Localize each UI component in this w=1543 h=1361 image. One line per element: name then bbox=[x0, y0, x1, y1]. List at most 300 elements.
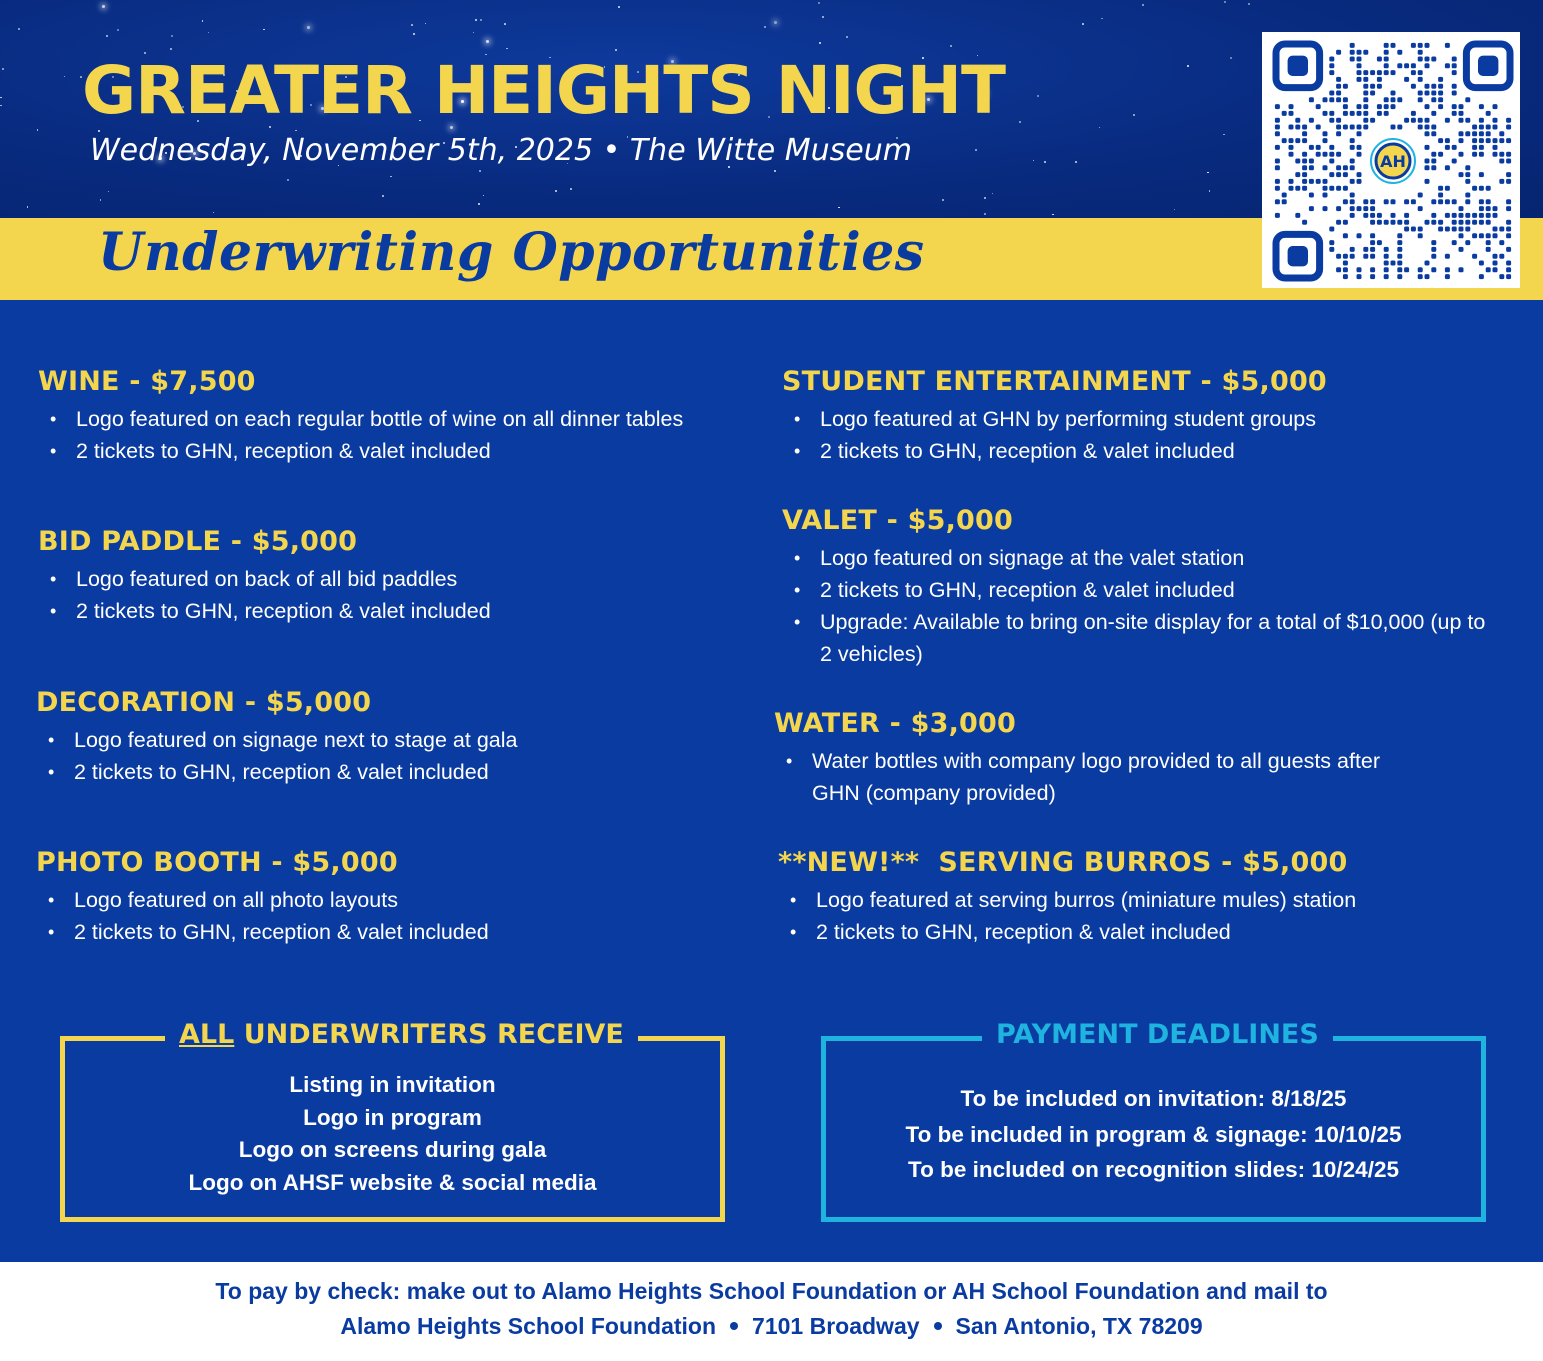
qr-module bbox=[1370, 70, 1375, 75]
star bbox=[1187, 65, 1189, 67]
qr-module bbox=[1493, 206, 1498, 211]
qr-module bbox=[1275, 131, 1280, 136]
list-item: • Logo featured on signage at the valet station bbox=[782, 542, 1502, 574]
qr-module bbox=[1445, 227, 1450, 232]
qr-module bbox=[1316, 125, 1321, 130]
qr-module bbox=[1350, 145, 1355, 150]
qr-module bbox=[1363, 247, 1368, 252]
qr-module bbox=[1452, 145, 1457, 150]
qr-module bbox=[1363, 91, 1368, 96]
qr-module bbox=[1357, 50, 1362, 55]
qr-module bbox=[1479, 206, 1484, 211]
qr-module bbox=[1425, 179, 1430, 184]
qr-module bbox=[1357, 57, 1362, 62]
star bbox=[208, 32, 210, 34]
list-item: • Logo featured at serving burros (miniature mules) station bbox=[778, 884, 1356, 916]
qr-module bbox=[1384, 111, 1389, 116]
qr-module bbox=[1486, 247, 1491, 252]
qr-module bbox=[1370, 254, 1375, 259]
banner-title: Underwriting Opportunities bbox=[98, 222, 925, 283]
qr-module bbox=[1309, 179, 1314, 184]
qr-module bbox=[1302, 125, 1307, 130]
qr-module bbox=[1343, 104, 1348, 109]
qr-module bbox=[1493, 145, 1498, 150]
qr-module bbox=[1506, 247, 1511, 252]
section-valet bbox=[782, 505, 1502, 670]
star bbox=[1224, 1, 1226, 3]
qr-module bbox=[1425, 104, 1430, 109]
qr-module bbox=[1438, 227, 1443, 232]
qr-module bbox=[1357, 172, 1362, 177]
star bbox=[838, 207, 840, 209]
qr-module bbox=[1418, 274, 1423, 279]
qr-module bbox=[1377, 220, 1382, 225]
star bbox=[1209, 190, 1211, 192]
qr-module bbox=[1431, 220, 1436, 225]
qr-module bbox=[1391, 91, 1396, 96]
qr-module bbox=[1329, 227, 1334, 232]
star bbox=[1052, 214, 1054, 216]
qr-module bbox=[1295, 186, 1300, 191]
qr-module bbox=[1323, 179, 1328, 184]
benefit-line: Listing in invitation bbox=[289, 1072, 496, 1097]
qr-module bbox=[1459, 138, 1464, 143]
qr-module bbox=[1384, 267, 1389, 272]
star bbox=[1044, 161, 1046, 163]
qr-module bbox=[1431, 125, 1436, 130]
qr-module bbox=[1370, 199, 1375, 204]
qr-module bbox=[1452, 240, 1457, 245]
qr-module bbox=[1486, 213, 1491, 218]
qr-module bbox=[1445, 254, 1450, 259]
qr-module bbox=[1391, 125, 1396, 130]
qr-module bbox=[1350, 179, 1355, 184]
star bbox=[950, 45, 952, 47]
qr-module bbox=[1459, 220, 1464, 225]
section-title: BID PADDLE - $5,000 bbox=[38, 526, 358, 557]
qr-module bbox=[1459, 118, 1464, 123]
qr-module bbox=[1411, 111, 1416, 116]
list-item: • Water bottles with company logo provided to all guests after GHN (company provided) bbox=[774, 745, 1414, 809]
qr-module bbox=[1302, 172, 1307, 177]
qr-module bbox=[1459, 233, 1464, 238]
qr-module bbox=[1329, 70, 1334, 75]
qr-module bbox=[1438, 138, 1443, 143]
qr-module bbox=[1363, 199, 1368, 204]
qr-module bbox=[1493, 254, 1498, 259]
qr-module bbox=[1411, 84, 1416, 89]
qr-module bbox=[1418, 43, 1423, 48]
address-street: 7101 Broadway bbox=[752, 1313, 920, 1339]
qr-module bbox=[1343, 125, 1348, 130]
qr-module bbox=[1479, 274, 1484, 279]
qr-module bbox=[1425, 145, 1430, 150]
star bbox=[263, 29, 265, 31]
star bbox=[1037, 95, 1039, 97]
qr-module bbox=[1479, 213, 1484, 218]
qr-module bbox=[1445, 267, 1450, 272]
qr-module bbox=[1431, 111, 1436, 116]
qr-module bbox=[1343, 199, 1348, 204]
qr-module bbox=[1465, 227, 1470, 232]
qr-module bbox=[1363, 50, 1368, 55]
qr-module bbox=[1445, 43, 1450, 48]
star bbox=[108, 191, 110, 193]
qr-module bbox=[1465, 199, 1470, 204]
qr-module bbox=[1431, 240, 1436, 245]
qr-module bbox=[1302, 165, 1307, 170]
qr-module bbox=[1323, 193, 1328, 198]
qr-module bbox=[1343, 97, 1348, 102]
qr-module bbox=[1323, 97, 1328, 102]
qr-module bbox=[1418, 193, 1423, 198]
qr-module bbox=[1452, 199, 1457, 204]
separator-dot bbox=[730, 1322, 738, 1330]
qr-module bbox=[1479, 131, 1484, 136]
qr-module bbox=[1472, 254, 1477, 259]
list-item: • 2 tickets to GHN, reception & valet included bbox=[38, 435, 683, 467]
deadlines-list bbox=[826, 1081, 1481, 1188]
qr-module bbox=[1465, 213, 1470, 218]
qr-module bbox=[1445, 165, 1450, 170]
qr-module bbox=[1316, 152, 1321, 157]
qr-module bbox=[1323, 111, 1328, 116]
qr-module bbox=[1418, 91, 1423, 96]
qr-module bbox=[1329, 97, 1334, 102]
qr-module bbox=[1336, 267, 1341, 272]
qr-module bbox=[1370, 206, 1375, 211]
star bbox=[100, 199, 102, 201]
qr-finder-center bbox=[1288, 56, 1308, 76]
qr-module bbox=[1445, 138, 1450, 143]
qr-module bbox=[1391, 70, 1396, 75]
qr-module bbox=[1397, 274, 1402, 279]
qr-module bbox=[1357, 152, 1362, 157]
qr-module bbox=[1343, 233, 1348, 238]
qr-module bbox=[1391, 261, 1396, 266]
qr-module bbox=[1323, 131, 1328, 136]
qr-module bbox=[1465, 220, 1470, 225]
list-item: • Logo featured on each regular bottle of wine on all dinner tables bbox=[38, 403, 683, 435]
star bbox=[1230, 57, 1232, 59]
qr-module bbox=[1445, 145, 1450, 150]
section-title: DECORATION - $5,000 bbox=[36, 687, 372, 718]
qr-module bbox=[1275, 125, 1280, 130]
qr-module bbox=[1438, 199, 1443, 204]
star bbox=[975, 149, 977, 151]
qr-module bbox=[1486, 240, 1491, 245]
qr-module bbox=[1363, 111, 1368, 116]
star bbox=[480, 19, 482, 21]
star bbox=[0, 105, 2, 107]
qr-module bbox=[1479, 220, 1484, 225]
qr-module bbox=[1411, 118, 1416, 123]
qr-module bbox=[1479, 125, 1484, 130]
qr-module bbox=[1431, 91, 1436, 96]
benefit-line: Logo on AHSF website & social media bbox=[188, 1169, 597, 1195]
qr-module bbox=[1397, 240, 1402, 245]
star bbox=[478, 203, 480, 205]
qr-finder-center bbox=[1478, 56, 1498, 76]
qr-module bbox=[1282, 199, 1287, 204]
qr-module bbox=[1425, 159, 1430, 164]
section-title: WINE - $7,500 bbox=[38, 366, 256, 397]
section-title: PHOTO BOOTH - $5,000 bbox=[36, 847, 398, 878]
qr-module bbox=[1404, 199, 1409, 204]
qr-module bbox=[1452, 104, 1457, 109]
qr-code[interactable] bbox=[1262, 32, 1520, 288]
star bbox=[984, 213, 986, 215]
qr-module bbox=[1431, 254, 1436, 259]
qr-module bbox=[1384, 57, 1389, 62]
qr-module bbox=[1486, 206, 1491, 211]
box-title-emphasis: ALL bbox=[179, 1019, 235, 1050]
qr-module bbox=[1343, 186, 1348, 191]
qr-module bbox=[1350, 165, 1355, 170]
qr-module bbox=[1350, 254, 1355, 259]
qr-module bbox=[1384, 199, 1389, 204]
qr-module bbox=[1506, 179, 1511, 184]
qr-module bbox=[1323, 186, 1328, 191]
deadline-line: To be included on invitation: 8/18/25 bbox=[960, 1086, 1347, 1111]
star bbox=[774, 170, 776, 172]
qr-module bbox=[1452, 227, 1457, 232]
qr-module bbox=[1397, 267, 1402, 272]
qr-module bbox=[1499, 254, 1504, 259]
star bbox=[2, 68, 4, 70]
qr-module bbox=[1472, 233, 1477, 238]
qr-module bbox=[1397, 247, 1402, 252]
qr-module bbox=[1431, 159, 1436, 164]
qr-module bbox=[1493, 152, 1498, 157]
qr-module bbox=[1336, 152, 1341, 157]
footer bbox=[0, 1262, 1543, 1361]
qr-module bbox=[1384, 261, 1389, 266]
qr-module bbox=[1275, 104, 1280, 109]
qr-module bbox=[1499, 131, 1504, 136]
qr-module bbox=[1295, 125, 1300, 130]
benefits-list bbox=[65, 1069, 720, 1199]
qr-module bbox=[1350, 111, 1355, 116]
qr-module bbox=[1465, 97, 1470, 102]
qr-module bbox=[1506, 125, 1511, 130]
qr-module bbox=[1370, 220, 1375, 225]
qr-module bbox=[1506, 227, 1511, 232]
qr-module bbox=[1499, 138, 1504, 143]
qr-module bbox=[1418, 267, 1423, 272]
star bbox=[102, 5, 105, 8]
qr-module bbox=[1336, 165, 1341, 170]
star bbox=[170, 48, 172, 50]
qr-module bbox=[1370, 91, 1375, 96]
qr-module bbox=[1425, 57, 1430, 62]
qr-module bbox=[1377, 213, 1382, 218]
section-serving-burros bbox=[778, 847, 1356, 948]
qr-module bbox=[1506, 199, 1511, 204]
qr-module bbox=[1431, 97, 1436, 102]
qr-module bbox=[1499, 274, 1504, 279]
qr-module bbox=[1309, 159, 1314, 164]
qr-module bbox=[1418, 77, 1423, 82]
qr-module bbox=[1350, 57, 1355, 62]
star bbox=[818, 2, 820, 4]
qr-module bbox=[1411, 199, 1416, 204]
list-item: • 2 tickets to GHN, reception & valet included bbox=[778, 916, 1356, 948]
qr-module bbox=[1289, 152, 1294, 157]
qr-module bbox=[1289, 138, 1294, 143]
qr-module bbox=[1275, 199, 1280, 204]
section-photo-booth bbox=[36, 847, 489, 948]
underwriters-receive-box bbox=[60, 1019, 725, 1222]
qr-module bbox=[1465, 118, 1470, 123]
qr-module bbox=[1506, 233, 1511, 238]
qr-module bbox=[1452, 213, 1457, 218]
qr-module bbox=[1431, 199, 1436, 204]
qr-module bbox=[1295, 172, 1300, 177]
qr-module bbox=[1479, 138, 1484, 143]
qr-module bbox=[1506, 138, 1511, 143]
qr-module bbox=[1357, 125, 1362, 130]
qr-module bbox=[1486, 111, 1491, 116]
qr-module bbox=[1350, 213, 1355, 218]
qr-module bbox=[1336, 172, 1341, 177]
qr-module bbox=[1357, 206, 1362, 211]
qr-module bbox=[1384, 70, 1389, 75]
qr-module bbox=[1370, 84, 1375, 89]
qr-module bbox=[1357, 179, 1362, 184]
qr-module bbox=[1350, 125, 1355, 130]
qr-module bbox=[1506, 274, 1511, 279]
qr-code-image bbox=[1262, 32, 1520, 288]
qr-module bbox=[1486, 220, 1491, 225]
qr-module bbox=[1506, 261, 1511, 266]
qr-module bbox=[1425, 131, 1430, 136]
star bbox=[486, 40, 489, 43]
star bbox=[846, 36, 848, 38]
qr-module bbox=[1438, 97, 1443, 102]
star bbox=[1082, 23, 1084, 25]
qr-module bbox=[1357, 145, 1362, 150]
qr-module bbox=[1275, 165, 1280, 170]
qr-module bbox=[1282, 138, 1287, 143]
address-org: Alamo Heights School Foundation bbox=[340, 1313, 717, 1339]
qr-module bbox=[1323, 138, 1328, 143]
footer-address bbox=[0, 1313, 1543, 1340]
star bbox=[27, 206, 29, 208]
deadline-line: To be included on recognition slides: 10/24/25 bbox=[908, 1157, 1399, 1182]
qr-module bbox=[1377, 111, 1382, 116]
box-title bbox=[165, 1019, 638, 1050]
qr-module bbox=[1302, 131, 1307, 136]
qr-module bbox=[1275, 118, 1280, 123]
qr-module bbox=[1363, 77, 1368, 82]
star bbox=[1101, 18, 1103, 20]
qr-module bbox=[1499, 159, 1504, 164]
qr-module bbox=[1493, 118, 1498, 123]
section-wine bbox=[38, 366, 683, 467]
qr-module bbox=[1370, 233, 1375, 238]
qr-module bbox=[1357, 274, 1362, 279]
qr-module bbox=[1275, 159, 1280, 164]
qr-module bbox=[1418, 57, 1423, 62]
qr-module bbox=[1316, 145, 1321, 150]
qr-module bbox=[1282, 193, 1287, 198]
star bbox=[413, 33, 415, 35]
qr-module bbox=[1336, 131, 1341, 136]
qr-module bbox=[1506, 220, 1511, 225]
qr-module bbox=[1425, 63, 1430, 68]
qr-module bbox=[1465, 179, 1470, 184]
qr-module bbox=[1499, 227, 1504, 232]
star bbox=[98, 130, 100, 132]
qr-module bbox=[1459, 267, 1464, 272]
qr-module bbox=[1431, 247, 1436, 252]
star bbox=[1099, 127, 1101, 129]
qr-module bbox=[1377, 57, 1382, 62]
qr-module bbox=[1486, 233, 1491, 238]
star bbox=[287, 179, 289, 181]
qr-module bbox=[1370, 247, 1375, 252]
qr-module bbox=[1418, 125, 1423, 130]
star bbox=[295, 130, 297, 132]
qr-module bbox=[1391, 43, 1396, 48]
qr-module bbox=[1472, 131, 1477, 136]
qr-module bbox=[1411, 43, 1416, 48]
star bbox=[425, 23, 427, 25]
qr-module bbox=[1357, 233, 1362, 238]
qr-module bbox=[1329, 111, 1334, 116]
qr-module bbox=[1336, 254, 1341, 259]
qr-module bbox=[1329, 118, 1334, 123]
qr-module bbox=[1343, 111, 1348, 116]
star bbox=[411, 24, 413, 26]
star bbox=[1075, 161, 1077, 163]
star bbox=[1207, 172, 1209, 174]
benefit-line: Logo on screens during gala bbox=[238, 1137, 547, 1162]
qr-module bbox=[1323, 165, 1328, 170]
list-item: • 2 tickets to GHN, reception & valet included bbox=[782, 435, 1327, 467]
separator-dot: • bbox=[593, 133, 630, 168]
qr-module bbox=[1465, 240, 1470, 245]
qr-module bbox=[1357, 131, 1362, 136]
list-item: • 2 tickets to GHN, reception & valet included bbox=[36, 916, 489, 948]
qr-module bbox=[1493, 213, 1498, 218]
qr-module bbox=[1438, 152, 1443, 157]
qr-module bbox=[1459, 111, 1464, 116]
qr-module bbox=[1329, 145, 1334, 150]
qr-module bbox=[1438, 104, 1443, 109]
star bbox=[307, 26, 310, 29]
qr-module bbox=[1459, 227, 1464, 232]
event-date: Wednesday, November 5th, 2025 bbox=[90, 133, 594, 168]
qr-module bbox=[1397, 125, 1402, 130]
qr-module bbox=[1397, 220, 1402, 225]
qr-module bbox=[1472, 145, 1477, 150]
qr-module bbox=[1336, 186, 1341, 191]
section-title: WATER - $3,000 bbox=[774, 708, 1017, 739]
qr-module bbox=[1350, 193, 1355, 198]
qr-module bbox=[1316, 104, 1321, 109]
qr-module bbox=[1302, 159, 1307, 164]
qr-module bbox=[1479, 233, 1484, 238]
qr-module bbox=[1459, 213, 1464, 218]
event-venue: The Witte Museum bbox=[629, 133, 912, 168]
qr-module bbox=[1309, 193, 1314, 198]
qr-module bbox=[1336, 118, 1341, 123]
qr-module bbox=[1493, 233, 1498, 238]
qr-module bbox=[1479, 145, 1484, 150]
qr-module bbox=[1506, 159, 1511, 164]
